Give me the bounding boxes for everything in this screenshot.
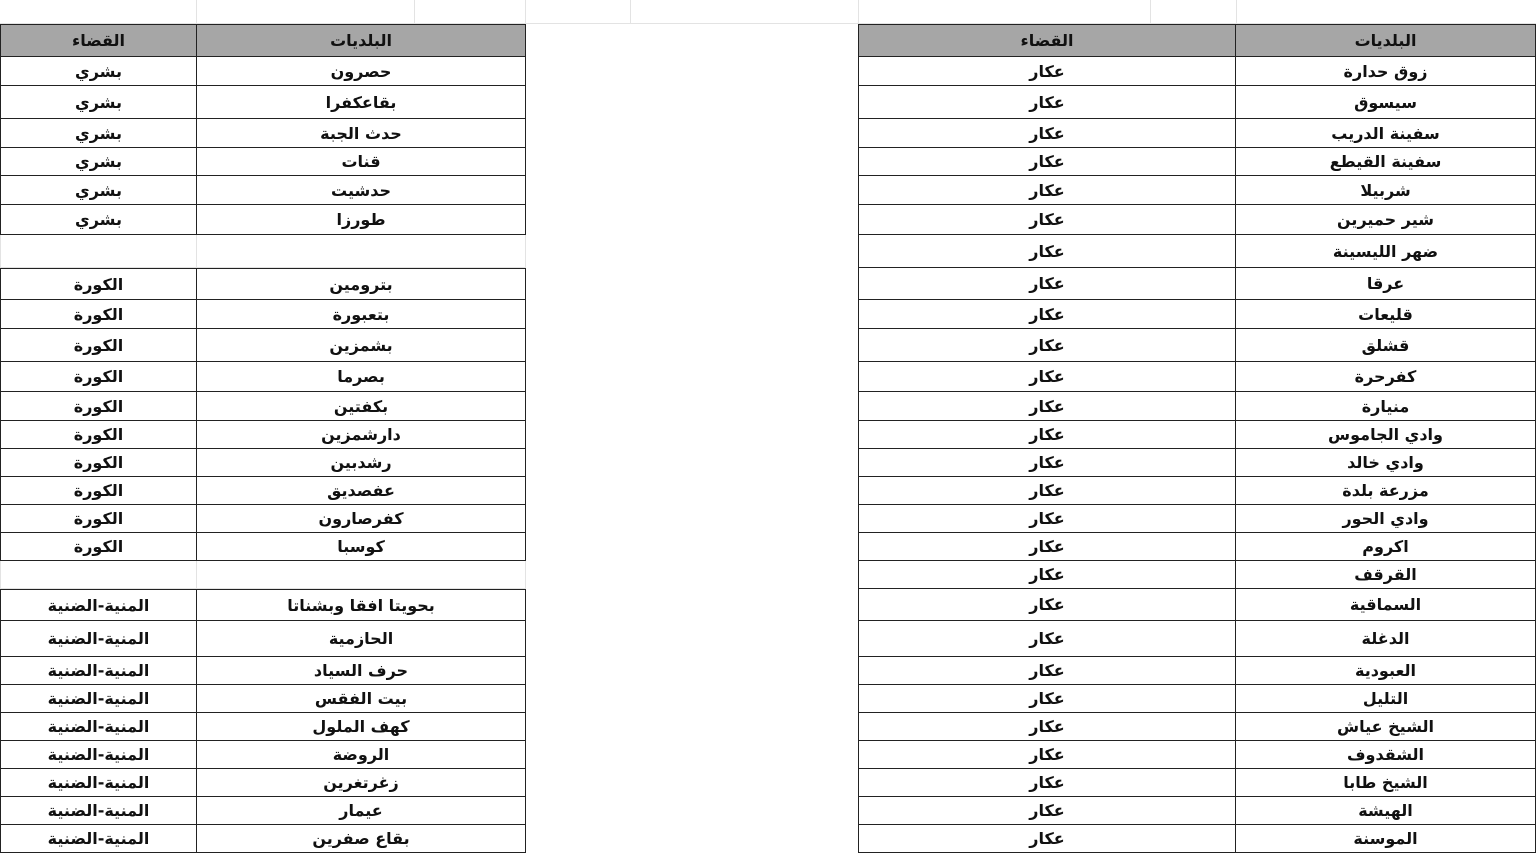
table-row bbox=[0, 176, 526, 205]
district-cell[interactable]: عكار bbox=[858, 713, 1236, 741]
municipality-cell[interactable]: طورزا bbox=[197, 205, 526, 235]
table-row bbox=[858, 505, 1536, 533]
district-cell[interactable]: عكار bbox=[858, 561, 1236, 589]
municipality-cell[interactable]: كوسبا bbox=[197, 533, 526, 561]
municipality-cell[interactable]: عرقا bbox=[1236, 268, 1536, 300]
district-cell[interactable]: عكار bbox=[858, 119, 1236, 148]
district-cell[interactable]: الكورة bbox=[0, 268, 197, 300]
municipality-cell[interactable]: الشقدوف bbox=[1236, 741, 1536, 769]
municipality-cell[interactable]: قنات bbox=[197, 148, 526, 176]
district-cell[interactable]: بشري bbox=[0, 176, 197, 205]
table-row bbox=[0, 797, 526, 825]
municipality-cell[interactable]: حصرون bbox=[197, 57, 526, 86]
table-row bbox=[0, 657, 526, 685]
table-row bbox=[0, 362, 526, 392]
district-cell[interactable]: عكار bbox=[858, 421, 1236, 449]
municipality-cell[interactable]: بصرما bbox=[197, 362, 526, 392]
district-cell[interactable]: عكار bbox=[858, 477, 1236, 505]
municipality-cell[interactable] bbox=[197, 561, 526, 589]
district-cell[interactable]: المنية-الضنية bbox=[0, 741, 197, 769]
district-cell[interactable]: عكار bbox=[858, 533, 1236, 561]
table-row bbox=[858, 235, 1536, 268]
district-cell[interactable]: بشري bbox=[0, 119, 197, 148]
municipality-cell[interactable]: حدشيت bbox=[197, 176, 526, 205]
municipality-cell[interactable]: العبودية bbox=[1236, 657, 1536, 685]
table-row bbox=[0, 205, 526, 235]
table-row bbox=[0, 421, 526, 449]
district-cell[interactable]: عكار bbox=[858, 621, 1236, 657]
table-row bbox=[858, 621, 1536, 657]
municipality-cell[interactable]: زوق حدارة bbox=[1236, 57, 1536, 86]
municipality-cell[interactable]: حدث الجبة bbox=[197, 119, 526, 148]
district-cell[interactable]: المنية-الضنية bbox=[0, 769, 197, 797]
table-row bbox=[0, 119, 526, 148]
district-cell[interactable]: عكار bbox=[858, 797, 1236, 825]
table-row bbox=[858, 148, 1536, 176]
municipality-cell[interactable]: شربيلا bbox=[1236, 176, 1536, 205]
municipality-cell[interactable]: سفينة الدريب bbox=[1236, 119, 1536, 148]
left-table-header bbox=[0, 24, 526, 57]
table-row bbox=[0, 477, 526, 505]
municipality-cell[interactable]: شير حميرين bbox=[1236, 205, 1536, 235]
district-cell[interactable]: المنية-الضنية bbox=[0, 657, 197, 685]
table-row bbox=[858, 329, 1536, 362]
district-cell[interactable]: المنية-الضنية bbox=[0, 589, 197, 621]
district-cell[interactable]: عكار bbox=[858, 235, 1236, 268]
district-cell[interactable]: الكورة bbox=[0, 392, 197, 421]
municipality-cell[interactable]: الموسنة bbox=[1236, 825, 1536, 853]
table-row bbox=[858, 86, 1536, 119]
district-cell[interactable]: الكورة bbox=[0, 449, 197, 477]
district-cell[interactable]: عكار bbox=[858, 205, 1236, 235]
table-row bbox=[0, 86, 526, 119]
table-row bbox=[858, 421, 1536, 449]
table-row bbox=[858, 769, 1536, 797]
municipality-cell[interactable]: الشيخ طابا bbox=[1236, 769, 1536, 797]
municipality-cell[interactable]: الروضة bbox=[197, 741, 526, 769]
municipality-cell[interactable]: قليعات bbox=[1236, 300, 1536, 329]
district-cell[interactable]: عكار bbox=[858, 392, 1236, 421]
district-cell[interactable]: عكار bbox=[858, 589, 1236, 621]
district-cell[interactable]: بشري bbox=[0, 205, 197, 235]
header-district: القضاء bbox=[858, 24, 1236, 57]
municipality-cell[interactable]: الحازمية bbox=[197, 621, 526, 657]
table-row bbox=[858, 205, 1536, 235]
table-row bbox=[0, 268, 526, 300]
table-row bbox=[858, 561, 1536, 589]
district-cell[interactable]: عكار bbox=[858, 300, 1236, 329]
table-row bbox=[0, 449, 526, 477]
table-row bbox=[0, 329, 526, 362]
district-cell[interactable]: بشري bbox=[0, 57, 197, 86]
municipality-cell[interactable]: السماقية bbox=[1236, 589, 1536, 621]
table-row bbox=[0, 392, 526, 421]
municipality-cell[interactable]: عيمار bbox=[197, 797, 526, 825]
gridline bbox=[525, 0, 526, 24]
gridline bbox=[414, 0, 415, 24]
municipality-cell[interactable]: بيت الفقس bbox=[197, 685, 526, 713]
municipality-cell[interactable]: مزرعة بلدة bbox=[1236, 477, 1536, 505]
municipality-cell[interactable]: كهف الملول bbox=[197, 713, 526, 741]
municipality-cell[interactable]: الشيخ عياش bbox=[1236, 713, 1536, 741]
gridline bbox=[196, 0, 197, 24]
municipality-cell[interactable]: اكروم bbox=[1236, 533, 1536, 561]
district-cell[interactable]: عكار bbox=[858, 825, 1236, 853]
municipality-cell[interactable]: دارشمزين bbox=[197, 421, 526, 449]
table-row bbox=[0, 621, 526, 657]
municipality-cell[interactable]: حرف السياد bbox=[197, 657, 526, 685]
municipality-cell[interactable]: سفينة القيطع bbox=[1236, 148, 1536, 176]
district-cell[interactable]: بشري bbox=[0, 86, 197, 119]
municipality-cell[interactable]: زغرتغرين bbox=[197, 769, 526, 797]
municipality-cell[interactable]: عفصديق bbox=[197, 477, 526, 505]
district-cell[interactable]: المنية-الضنية bbox=[0, 797, 197, 825]
municipality-cell[interactable]: كفرحرة bbox=[1236, 362, 1536, 392]
right-table bbox=[858, 24, 1536, 864]
municipality-cell[interactable]: قشلق bbox=[1236, 329, 1536, 362]
district-cell[interactable]: الكورة bbox=[0, 533, 197, 561]
table-row bbox=[0, 713, 526, 741]
district-cell[interactable]: عكار bbox=[858, 268, 1236, 300]
municipality-cell[interactable]: كفرصارون bbox=[197, 505, 526, 533]
municipality-cell[interactable]: التليل bbox=[1236, 685, 1536, 713]
header-municipalities: البلديات bbox=[197, 24, 526, 57]
district-cell[interactable]: عكار bbox=[858, 86, 1236, 119]
district-cell[interactable]: عكار bbox=[858, 57, 1236, 86]
municipality-cell[interactable]: رشدبين bbox=[197, 449, 526, 477]
municipality-cell[interactable] bbox=[197, 235, 526, 268]
table-row bbox=[858, 392, 1536, 421]
empty-row bbox=[0, 235, 526, 268]
municipality-cell[interactable]: منيارة bbox=[1236, 392, 1536, 421]
district-cell[interactable]: المنية-الضنية bbox=[0, 621, 197, 657]
table-row bbox=[0, 533, 526, 561]
municipality-cell[interactable]: سيسوق bbox=[1236, 86, 1536, 119]
table-row bbox=[0, 769, 526, 797]
table-row bbox=[858, 449, 1536, 477]
district-cell[interactable]: الكورة bbox=[0, 329, 197, 362]
gridline bbox=[1236, 0, 1237, 24]
table-row bbox=[858, 797, 1536, 825]
municipality-cell[interactable]: بحويتا افقا وبشناتا bbox=[197, 589, 526, 621]
table-row bbox=[858, 119, 1536, 148]
district-cell[interactable]: عكار bbox=[858, 176, 1236, 205]
district-cell[interactable]: عكار bbox=[858, 449, 1236, 477]
header-municipalities: البلديات bbox=[1236, 24, 1536, 57]
district-cell[interactable]: الكورة bbox=[0, 477, 197, 505]
table-row bbox=[858, 362, 1536, 392]
municipality-cell[interactable]: بترومين bbox=[197, 268, 526, 300]
municipality-cell[interactable]: بقاعكفرا bbox=[197, 86, 526, 119]
municipality-cell[interactable]: وادي الحور bbox=[1236, 505, 1536, 533]
table-row bbox=[0, 505, 526, 533]
gridline bbox=[630, 0, 631, 24]
municipality-cell[interactable]: بشمزين bbox=[197, 329, 526, 362]
municipality-cell[interactable]: بقاع صفرين bbox=[197, 825, 526, 853]
table-row bbox=[0, 57, 526, 86]
district-cell[interactable]: الكورة bbox=[0, 505, 197, 533]
municipality-cell[interactable]: الهيشة bbox=[1236, 797, 1536, 825]
table-row bbox=[858, 300, 1536, 329]
table-row bbox=[0, 589, 526, 621]
table-row bbox=[858, 741, 1536, 769]
municipality-cell[interactable]: القرقف bbox=[1236, 561, 1536, 589]
municipality-cell[interactable]: بكفتين bbox=[197, 392, 526, 421]
district-cell[interactable]: عكار bbox=[858, 362, 1236, 392]
right-table-header bbox=[858, 24, 1536, 57]
table-row bbox=[858, 477, 1536, 505]
district-cell[interactable]: عكار bbox=[858, 741, 1236, 769]
table-row bbox=[858, 533, 1536, 561]
empty-row bbox=[0, 561, 526, 589]
table-row bbox=[858, 57, 1536, 86]
municipality-cell[interactable]: ضهر الليسينة bbox=[1236, 235, 1536, 268]
district-cell[interactable]: الكورة bbox=[0, 300, 197, 329]
gridline bbox=[858, 0, 859, 24]
municipality-cell[interactable]: وادي الجاموس bbox=[1236, 421, 1536, 449]
table-row bbox=[858, 657, 1536, 685]
district-cell[interactable]: بشري bbox=[0, 148, 197, 176]
table-row bbox=[0, 741, 526, 769]
table-row bbox=[858, 713, 1536, 741]
district-cell[interactable] bbox=[0, 235, 197, 268]
district-cell[interactable] bbox=[0, 561, 197, 589]
district-cell[interactable]: عكار bbox=[858, 329, 1236, 362]
table-row bbox=[858, 825, 1536, 853]
district-cell[interactable]: الكورة bbox=[0, 421, 197, 449]
table-row bbox=[0, 148, 526, 176]
gridline bbox=[1150, 0, 1151, 24]
district-cell[interactable]: المنية-الضنية bbox=[0, 825, 197, 853]
district-cell[interactable]: عكار bbox=[858, 769, 1236, 797]
municipality-cell[interactable]: الدغلة bbox=[1236, 621, 1536, 657]
district-cell[interactable]: المنية-الضنية bbox=[0, 713, 197, 741]
district-cell[interactable]: عكار bbox=[858, 685, 1236, 713]
left-table bbox=[0, 24, 526, 864]
table-row bbox=[0, 825, 526, 853]
header-district: القضاء bbox=[0, 24, 197, 57]
district-cell[interactable]: الكورة bbox=[0, 362, 197, 392]
district-cell[interactable]: عكار bbox=[858, 657, 1236, 685]
municipality-cell[interactable]: بتعبورة bbox=[197, 300, 526, 329]
table-row bbox=[0, 300, 526, 329]
table-row bbox=[858, 589, 1536, 621]
table-row bbox=[0, 685, 526, 713]
district-cell[interactable]: عكار bbox=[858, 505, 1236, 533]
table-row bbox=[858, 685, 1536, 713]
table-row bbox=[858, 268, 1536, 300]
district-cell[interactable]: المنية-الضنية bbox=[0, 685, 197, 713]
municipality-cell[interactable]: وادي خالد bbox=[1236, 449, 1536, 477]
table-row bbox=[858, 176, 1536, 205]
district-cell[interactable]: عكار bbox=[858, 148, 1236, 176]
